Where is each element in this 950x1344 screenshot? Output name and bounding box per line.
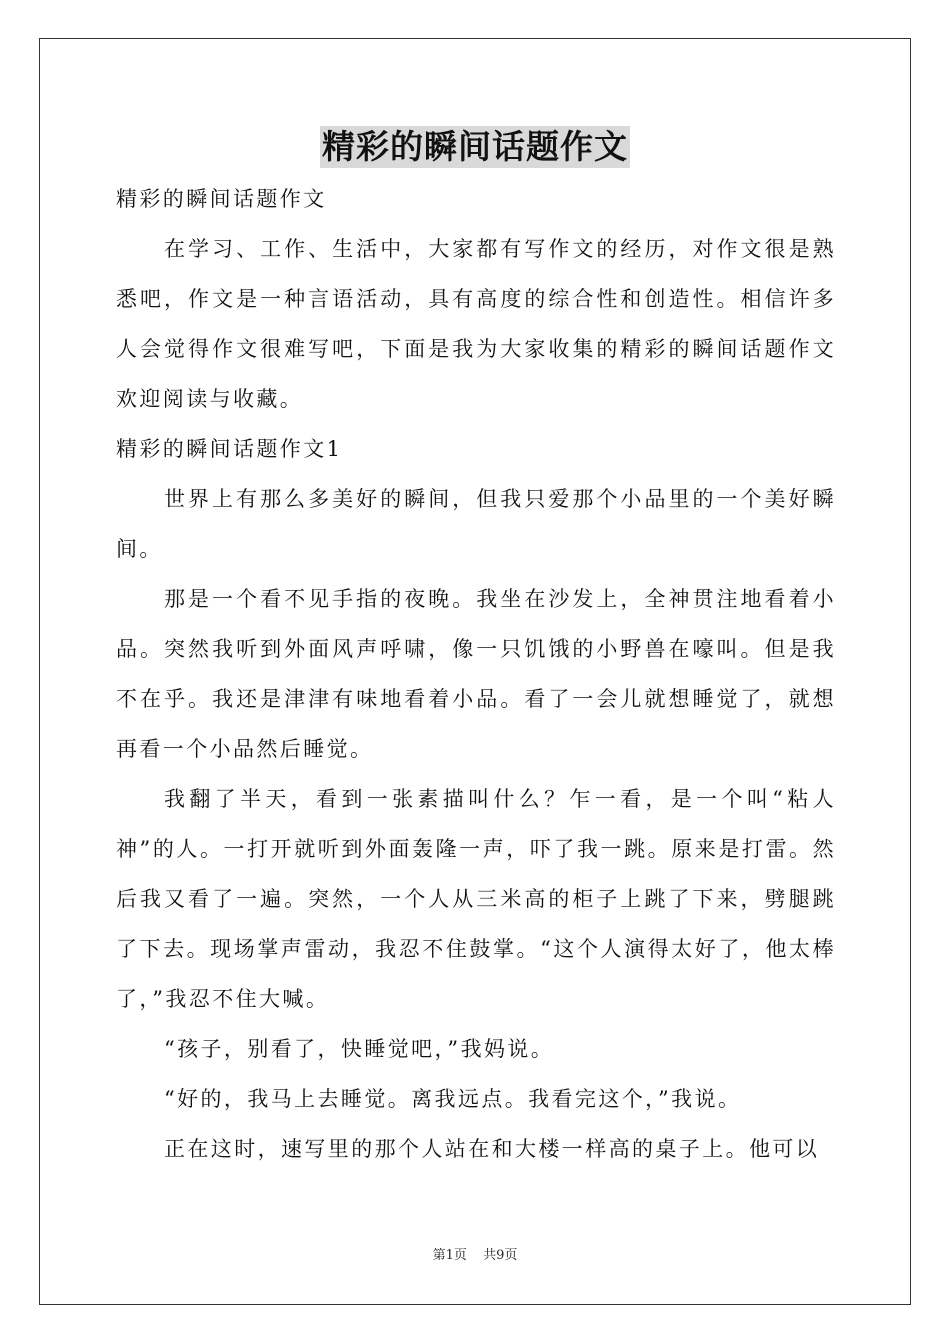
paragraph: 我翻了半天，看到一张素描叫什么？乍一看，是一个叫“粘人神”的人。一打开就听到外面轰隆一声，吓了我一跳。原来是打雷。然后我又看了一遍。突然，一个人从三米高的柜子上跳了下来，劈腿跳了下去。现场掌声雷动，我忍不住鼓掌。“这个人演得太好了，他太棒了，”我忍不住大喊。 xyxy=(116,787,836,1011)
document-title: 精彩的瞬间话题作文 xyxy=(322,127,628,166)
page-footer xyxy=(0,1244,950,1263)
title-container xyxy=(0,126,950,168)
page-number: 第1页 xyxy=(432,1248,467,1263)
paragraph: “孩子，别看了，快睡觉吧，”我妈说。 xyxy=(164,1037,555,1061)
document-subtitle: 精彩的瞬间话题作文 xyxy=(116,187,327,211)
paragraph: 世界上有那么多美好的瞬间，但我只爱那个小品里的一个美好瞬间。 xyxy=(116,487,836,561)
page-total: 共9页 xyxy=(483,1248,518,1263)
document-body xyxy=(116,174,836,1174)
section-heading: 精彩的瞬间话题作文1 xyxy=(116,437,343,461)
paragraph: 正在这时，速写里的那个人站在和大楼一样高的桌子上。他可以 xyxy=(164,1137,820,1161)
paragraph: “好的，我马上去睡觉。离我远点。我看完这个，”我说。 xyxy=(164,1087,742,1111)
paragraph: 那是一个看不见手指的夜晚。我坐在沙发上，全神贯注地看着小品。突然我听到外面风声呼啸，像一只饥饿的小野兽在嚎叫。但是我不在乎。我还是津津有味地看着小品。看了一会儿就想睡觉了，就想再看一个小品然后睡觉。 xyxy=(116,587,836,761)
paragraph-intro: 在学习、工作、生活中，大家都有写作文的经历，对作文很是熟悉吧，作文是一种言语活动，具有高度的综合性和创造性。相信许多人会觉得作文很难写吧，下面是我为大家收集的精彩的瞬间话题作文欢迎阅读与收藏。 xyxy=(116,237,836,411)
